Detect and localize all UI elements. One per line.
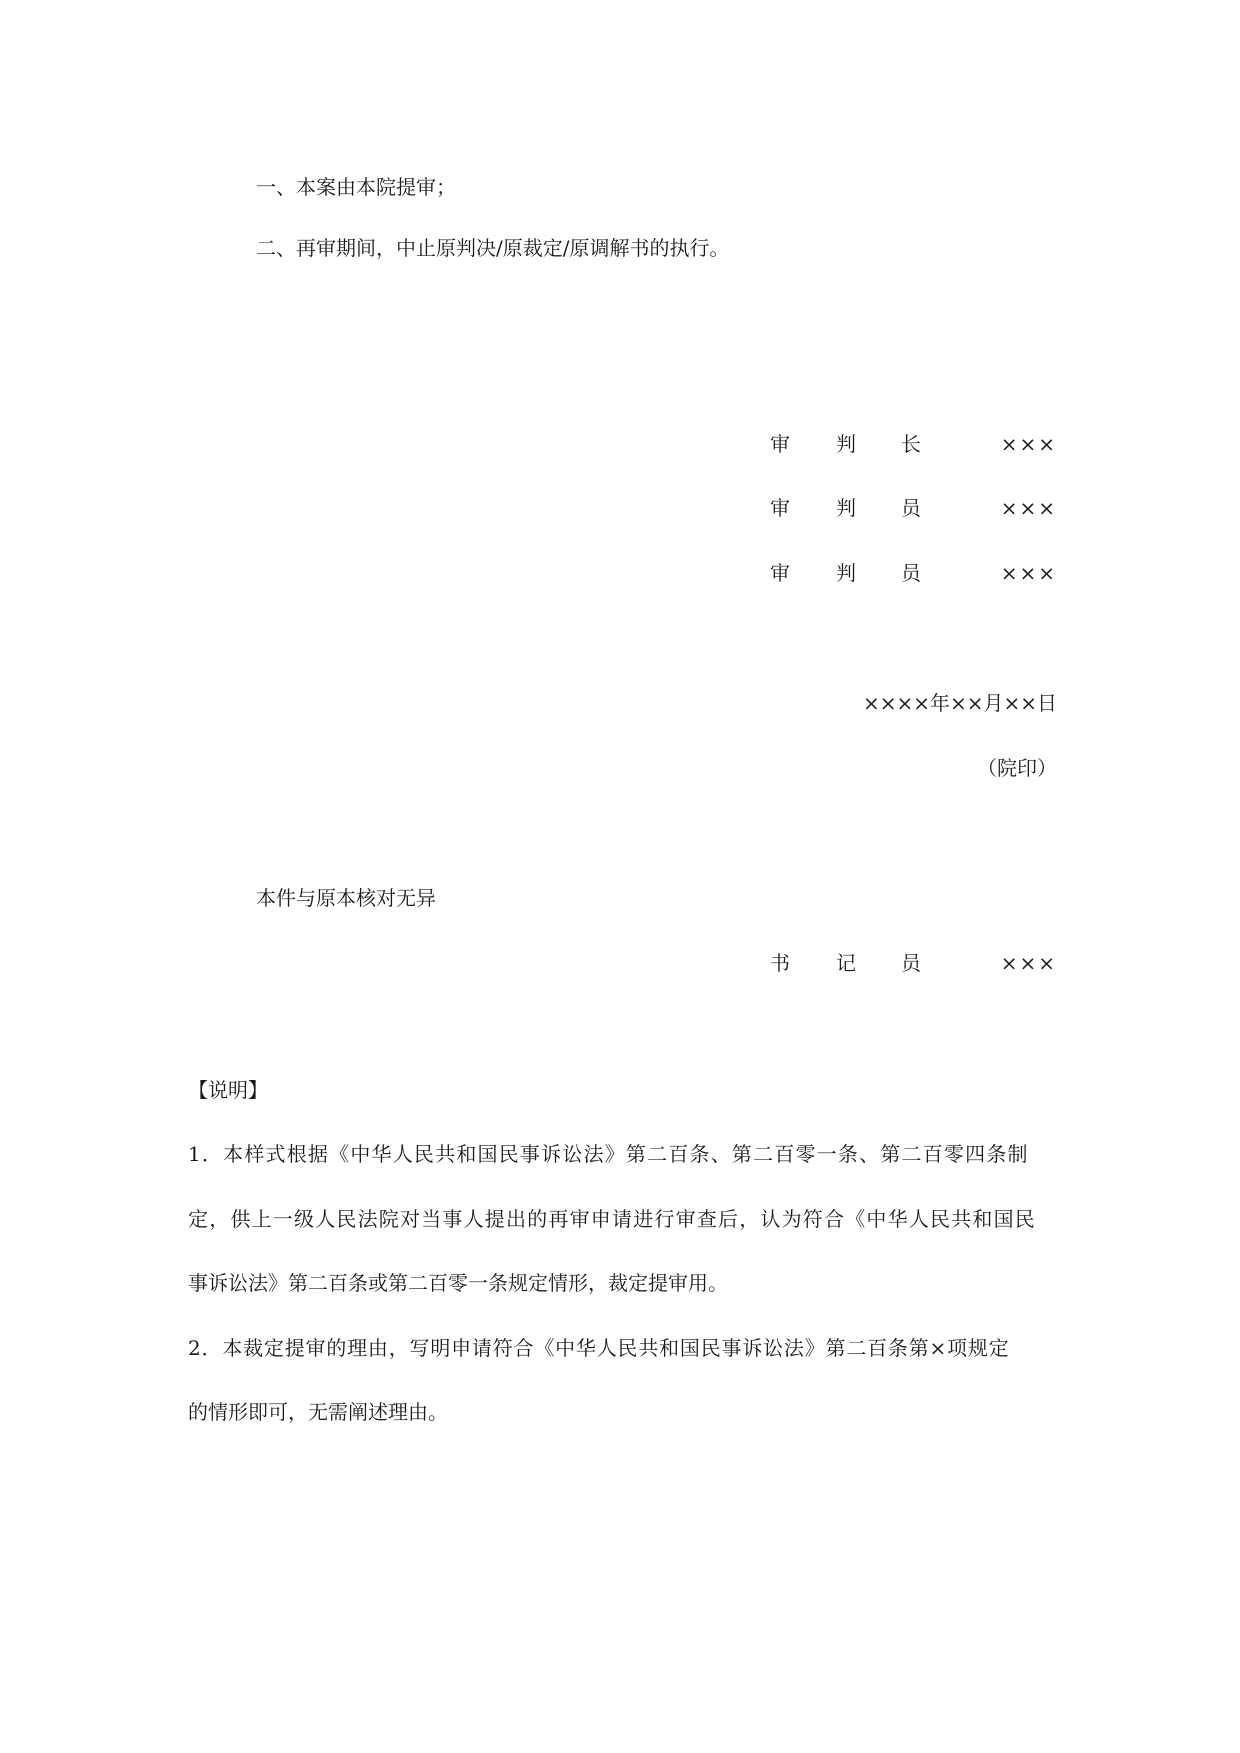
signature-name: ××× [1000, 496, 1057, 520]
signature-name: ××× [1000, 951, 1057, 975]
signature-title-char: 审 [770, 432, 790, 456]
signature-title-char: 审 [770, 561, 790, 585]
signature-title-char: 长 [901, 432, 921, 456]
signature-title-char: 员 [901, 951, 921, 975]
signature-title-char: 判 [836, 561, 856, 585]
document-date: ××××年××月××日 [862, 691, 1057, 715]
signature-title-char: 判 [836, 496, 856, 520]
signature-row-presiding-judge [770, 434, 1057, 458]
notes-line: 2．本裁定提审的理由，写明申请符合《中华人民共和国民事诉讼法》第二百条第×项规定 [188, 1336, 1010, 1360]
signature-title-char: 书 [770, 951, 790, 975]
signature-row-clerk [770, 953, 1057, 977]
ruling-item-2: 二、再审期间，中止原判决/原裁定/原调解书的执行。 [256, 236, 730, 260]
notes-line: 的情形即可，无需阐述理由。 [188, 1400, 448, 1424]
signature-title-char: 员 [901, 496, 921, 520]
signature-row-judge-2 [770, 563, 1057, 587]
notes-line: 1．本样式根据《中华人民共和国民事诉讼法》第二百条、第二百零一条、第二百零四条制 [188, 1142, 1029, 1166]
certification-text: 本件与原本核对无异 [256, 886, 436, 910]
signature-title-char: 员 [901, 561, 921, 585]
notes-line: 定，供上一级人民法院对当事人提出的再审申请进行审查后，认为符合《中华人民共和国民 [188, 1207, 1036, 1231]
signature-name: ××× [1000, 561, 1057, 585]
signature-name: ××× [1000, 432, 1057, 456]
notes-line: 事诉讼法》第二百条或第二百零一条规定情形，裁定提审用。 [188, 1271, 728, 1295]
court-seal-label: （院印） [977, 756, 1057, 780]
ruling-item-1: 一、本案由本院提审； [256, 175, 456, 199]
signature-title-char: 审 [770, 496, 790, 520]
signature-row-judge-1 [770, 498, 1057, 522]
signature-title-char: 记 [836, 951, 856, 975]
notes-heading: 【说明】 [188, 1078, 268, 1102]
signature-title-char: 判 [836, 432, 856, 456]
